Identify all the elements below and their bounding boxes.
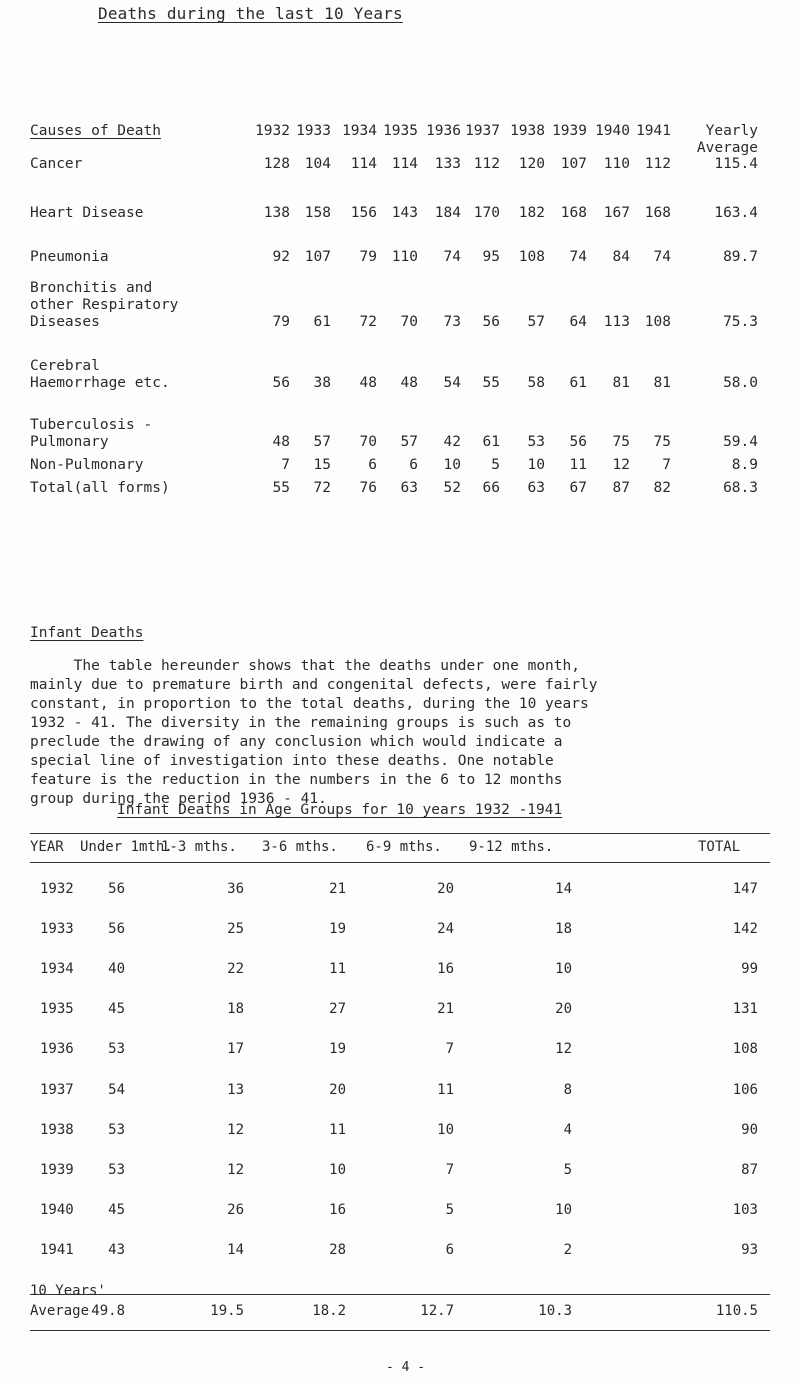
cause-value: 167: [603, 205, 630, 221]
age-table-cell: 11: [329, 961, 346, 977]
cause-label: Diseases: [30, 314, 100, 330]
year-header: 1937: [465, 123, 500, 139]
cause-average: 8.9: [731, 457, 758, 473]
year-header: 1939: [552, 123, 587, 139]
cause-value: 120: [518, 156, 545, 172]
age-table-cell: 36: [227, 881, 244, 897]
age-table-cell: 10: [437, 1122, 454, 1138]
cause-value: 95: [482, 249, 500, 265]
cause-value: 74: [443, 249, 461, 265]
age-table-cell: 11: [329, 1122, 346, 1138]
age-table-year: 1937: [40, 1082, 74, 1098]
age-table-cell: 2: [563, 1242, 572, 1258]
cause-label: Pulmonary: [30, 434, 109, 450]
age-table-cell: 21: [437, 1001, 454, 1017]
cause-value: 112: [644, 156, 671, 172]
cause-value: 92: [272, 249, 290, 265]
age-table-cell: 10: [329, 1162, 346, 1178]
causes-header-label: Causes of Death: [30, 123, 161, 139]
age-table-cell: 14: [555, 881, 572, 897]
cause-value: 168: [644, 205, 671, 221]
average-rule: [30, 1294, 770, 1295]
cause-average: 115.4: [714, 156, 758, 172]
age-table-cell: 8: [563, 1082, 572, 1098]
paragraph-line: The table hereunder shows that the deaths under one month,: [30, 658, 580, 674]
cause-value: 74: [653, 249, 671, 265]
age-table-cell: 6: [445, 1242, 454, 1258]
cause-value: 79: [272, 314, 290, 330]
cause-value: 184: [434, 205, 461, 221]
cause-value: 79: [359, 249, 377, 265]
age-table-cell: 27: [329, 1001, 346, 1017]
table-top-rule: [30, 833, 770, 834]
age-table-year: 1936: [40, 1041, 74, 1057]
cause-value: 113: [603, 314, 630, 330]
cause-value: 112: [473, 156, 500, 172]
cause-value: 108: [644, 314, 671, 330]
paragraph-line: group during the period 1936 - 41.: [30, 791, 327, 807]
cause-value: 48: [400, 375, 418, 391]
average-label: 10 Years': [30, 1283, 106, 1299]
age-table-cell: 10: [555, 961, 572, 977]
age-table-cell: 19: [329, 921, 346, 937]
age-table-cell: 14: [227, 1242, 244, 1258]
age-table-year: 1938: [40, 1122, 74, 1138]
cause-value: 110: [603, 156, 630, 172]
yearly-average-header: Average: [696, 140, 758, 156]
cause-value: 72: [313, 480, 331, 496]
age-table-cell: 4: [563, 1122, 572, 1138]
cause-value: 107: [560, 156, 587, 172]
cause-value: 143: [391, 205, 418, 221]
cause-value: 158: [304, 205, 331, 221]
age-table-cell: 56: [108, 881, 125, 897]
cause-average: 75.3: [723, 314, 758, 330]
cause-value: 107: [304, 249, 331, 265]
cause-value: 168: [560, 205, 587, 221]
age-table-cell: 10: [555, 1202, 572, 1218]
cause-average: 68.3: [723, 480, 758, 496]
age-table-cell: 12: [227, 1122, 244, 1138]
year-header: 1940: [595, 123, 630, 139]
age-table-cell: 106: [732, 1082, 758, 1098]
cause-value: 114: [350, 156, 377, 172]
cause-value: 61: [569, 375, 587, 391]
cause-value: 61: [313, 314, 331, 330]
age-table-cell: 20: [555, 1001, 572, 1017]
age-table-header: 9-12 mths.: [469, 839, 554, 855]
age-table-average: 12.7: [420, 1303, 454, 1319]
cause-value: 81: [612, 375, 630, 391]
cause-average: 163.4: [714, 205, 758, 221]
average-label: Average: [30, 1303, 90, 1319]
age-table-cell: 20: [437, 881, 454, 897]
age-table-cell: 87: [741, 1162, 758, 1178]
age-table-cell: 7: [445, 1041, 454, 1057]
age-table-cell: 43: [108, 1242, 125, 1258]
cause-value: 104: [304, 156, 331, 172]
age-table-cell: 11: [437, 1082, 454, 1098]
cause-value: 64: [569, 314, 587, 330]
cause-label: Cancer: [30, 156, 83, 172]
age-table-cell: 53: [108, 1041, 125, 1057]
year-header: 1934: [342, 123, 377, 139]
cause-value: 133: [434, 156, 461, 172]
age-table-cell: 45: [108, 1001, 125, 1017]
age-table-cell: 99: [741, 961, 758, 977]
age-table-cell: 18: [227, 1001, 244, 1017]
year-header: 1941: [636, 123, 671, 139]
cause-value: 63: [400, 480, 418, 496]
age-table-cell: 22: [227, 961, 244, 977]
cause-value: 114: [391, 156, 418, 172]
paragraph-line: preclude the drawing of any conclusion which would indicate a: [30, 734, 563, 750]
paragraph-line: mainly due to premature birth and congenital defects, were fairly: [30, 677, 598, 693]
cause-value: 81: [653, 375, 671, 391]
cause-value: 56: [569, 434, 587, 450]
age-table-year: 1939: [40, 1162, 74, 1178]
cause-label: Bronchitis and: [30, 280, 153, 296]
cause-label: Total(all forms): [30, 480, 170, 496]
table-bottom-rule: [30, 1330, 770, 1331]
yearly-average-header: Yearly: [705, 123, 758, 139]
year-header: 1933: [296, 123, 331, 139]
cause-value: 7: [281, 457, 290, 473]
cause-value: 53: [527, 434, 545, 450]
year-header: 1936: [426, 123, 461, 139]
age-table-cell: 16: [437, 961, 454, 977]
age-table-average: 19.5: [210, 1303, 244, 1319]
age-table-cell: 56: [108, 921, 125, 937]
age-table-average: 10.3: [538, 1303, 572, 1319]
cause-value: 10: [443, 457, 461, 473]
paragraph-line: feature is the reduction in the numbers in the 6 to 12 months: [30, 772, 563, 788]
cause-value: 58: [527, 375, 545, 391]
age-table-cell: 5: [563, 1162, 572, 1178]
age-table-year: 1934: [40, 961, 74, 977]
cause-label: Haemorrhage etc.: [30, 375, 170, 391]
cause-value: 38: [313, 375, 331, 391]
cause-value: 74: [569, 249, 587, 265]
cause-value: 12: [612, 457, 630, 473]
age-table-year: 1932: [40, 881, 74, 897]
cause-value: 108: [518, 249, 545, 265]
cause-value: 15: [313, 457, 331, 473]
year-header: 1932: [255, 123, 290, 139]
age-table-cell: 19: [329, 1041, 346, 1057]
age-table-cell: 13: [227, 1082, 244, 1098]
cause-value: 70: [400, 314, 418, 330]
cause-value: 55: [482, 375, 500, 391]
age-table-cell: 147: [732, 881, 758, 897]
age-table-cell: 28: [329, 1242, 346, 1258]
cause-value: 11: [569, 457, 587, 473]
paragraph-line: 1932 - 41. The diversity in the remaining groups is such as to: [30, 715, 572, 731]
cause-value: 7: [662, 457, 671, 473]
age-table-cell: 24: [437, 921, 454, 937]
cause-value: 170: [473, 205, 500, 221]
cause-value: 128: [263, 156, 290, 172]
age-table-cell: 53: [108, 1122, 125, 1138]
age-table-cell: 90: [741, 1122, 758, 1138]
year-header: 1935: [383, 123, 418, 139]
cause-value: 75: [653, 434, 671, 450]
cause-value: 84: [612, 249, 630, 265]
cause-value: 87: [612, 480, 630, 496]
cause-value: 48: [272, 434, 290, 450]
cause-value: 61: [482, 434, 500, 450]
cause-value: 56: [482, 314, 500, 330]
cause-value: 110: [391, 249, 418, 265]
cause-label: Pneumonia: [30, 249, 109, 265]
cause-average: 58.0: [723, 375, 758, 391]
year-header: 1938: [510, 123, 545, 139]
cause-value: 73: [443, 314, 461, 330]
age-table-cell: 21: [329, 881, 346, 897]
cause-value: 72: [359, 314, 377, 330]
cause-label: Non-Pulmonary: [30, 457, 144, 473]
cause-label: Heart Disease: [30, 205, 144, 221]
age-table-average: 49.8: [91, 1303, 125, 1319]
cause-value: 67: [569, 480, 587, 496]
age-table-cell: 5: [445, 1202, 454, 1218]
age-table-cell: 18: [555, 921, 572, 937]
cause-value: 6: [409, 457, 418, 473]
cause-value: 6: [368, 457, 377, 473]
age-table-cell: 45: [108, 1202, 125, 1218]
age-table-cell: 108: [732, 1041, 758, 1057]
age-table-header: YEAR: [30, 839, 64, 855]
age-table-year: 1935: [40, 1001, 74, 1017]
age-table-cell: 26: [227, 1202, 244, 1218]
cause-label: Tuberculosis -: [30, 417, 153, 433]
age-table-year: 1933: [40, 921, 74, 937]
cause-value: 76: [359, 480, 377, 496]
page-title-text: Deaths during the last 10 Years: [98, 4, 403, 23]
cause-value: 48: [359, 375, 377, 391]
cause-average: 59.4: [723, 434, 758, 450]
cause-value: 182: [518, 205, 545, 221]
age-table-cell: 20: [329, 1082, 346, 1098]
age-table-header: 1-3 mths.: [161, 839, 237, 855]
age-table-cell: 54: [108, 1082, 125, 1098]
age-table-header: 3-6 mths.: [262, 839, 338, 855]
age-table-cell: 93: [741, 1242, 758, 1258]
age-table-year: 1941: [40, 1242, 74, 1258]
cause-value: 75: [612, 434, 630, 450]
page-number: - 4 -: [386, 1360, 426, 1375]
age-table-header: Under 1mth.: [80, 839, 173, 855]
age-table-cell: 16: [329, 1202, 346, 1218]
cause-value: 156: [350, 205, 377, 221]
cause-value: 63: [527, 480, 545, 496]
cause-value: 57: [313, 434, 331, 450]
age-table-cell: 17: [227, 1041, 244, 1057]
cause-average: 89.7: [723, 249, 758, 265]
cause-value: 82: [653, 480, 671, 496]
cause-value: 55: [272, 480, 290, 496]
header-rule: [30, 862, 770, 863]
age-table-average: 18.2: [312, 1303, 346, 1319]
age-table-cell: 25: [227, 921, 244, 937]
cause-value: 10: [527, 457, 545, 473]
age-table-year: 1940: [40, 1202, 74, 1218]
cause-value: 66: [482, 480, 500, 496]
age-table-cell: 142: [732, 921, 758, 937]
age-table-cell: 131: [732, 1001, 758, 1017]
cause-label: Cerebral: [30, 358, 100, 374]
cause-value: 57: [400, 434, 418, 450]
paragraph-line: special line of investigation into these deaths. One notable: [30, 753, 554, 769]
age-groups-table-title: Infant Deaths in Age Groups for 10 years 1932 -1941: [117, 802, 563, 818]
age-table-cell: 12: [555, 1041, 572, 1057]
cause-value: 52: [443, 480, 461, 496]
age-table-header: TOTAL: [698, 839, 741, 855]
age-table-cell: 40: [108, 961, 125, 977]
paragraph-line: constant, in proportion to the total deaths, during the 10 years: [30, 696, 589, 712]
age-table-header: 6-9 mths.: [366, 839, 442, 855]
age-table-cell: 12: [227, 1162, 244, 1178]
cause-value: 54: [443, 375, 461, 391]
infant-deaths-heading: Infant Deaths: [30, 625, 144, 641]
age-table-cell: 103: [732, 1202, 758, 1218]
cause-value: 138: [263, 205, 290, 221]
age-table-cell: 7: [445, 1162, 454, 1178]
cause-label: other Respiratory: [30, 297, 179, 313]
cause-value: 56: [272, 375, 290, 391]
age-table-average: 110.5: [715, 1303, 758, 1319]
age-table-cell: 53: [108, 1162, 125, 1178]
cause-value: 5: [491, 457, 500, 473]
cause-value: 42: [443, 434, 461, 450]
cause-value: 70: [359, 434, 377, 450]
cause-value: 57: [527, 314, 545, 330]
